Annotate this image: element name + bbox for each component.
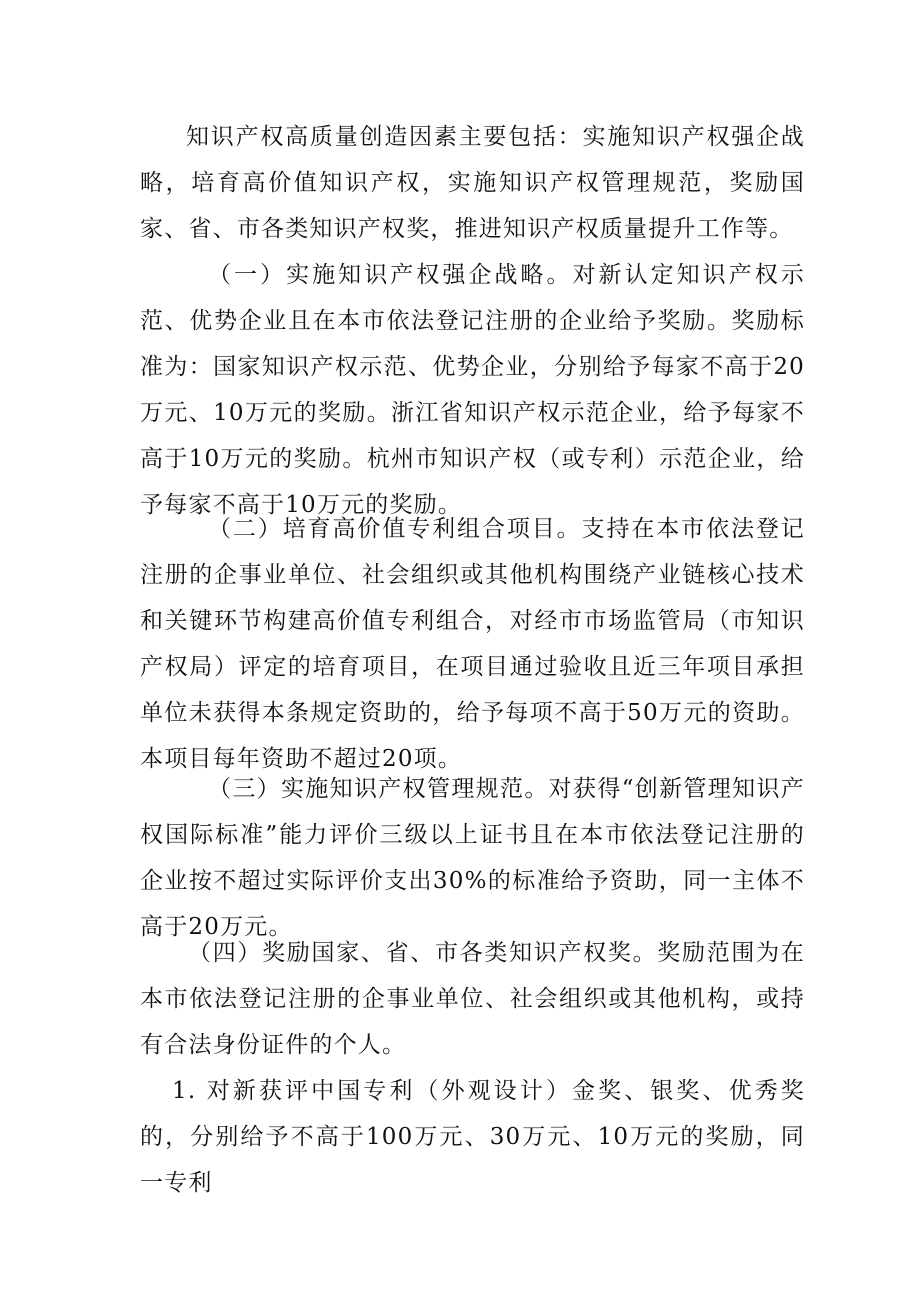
paragraph-section-two: （二）培育高价值专利组合项目。支持在本市依法登记注册的企事业单位、社会组织或其他机构围绕产业链核心技术和关键环节构建高价值专利组合，对经市市场监管局（市知识产权局）评定的培育项目，在项目通过验收且近三年项目承担单位未获得本条规定资助的，给予每项不高于50万元的资助。本项目每年资助不超过20项。	[140, 516, 805, 772]
paragraph-section-four: （四）奖励国家、省、市各类知识产权奖。奖励范围为在本市依法登记注册的企事业单位、社会组织或其他机构，或持有合法身份证件的个人。	[140, 940, 805, 1058]
paragraph-section-one: （一）实施知识产权强企战略。对新认定知识产权示范、优势企业且在本市依法登记注册的企业给予奖励。奖励标准为：国家知识产权示范、优势企业，分别给予每家不高于20万元、10万元的奖励。浙江省知识产权示范企业，给予每家不高于10万元的奖励。杭州市知识产权（或专利）示范企业，给予每家不高于10万元的奖励。	[140, 262, 805, 518]
paragraph-section-three: （三）实施知识产权管理规范。对获得“创新管理知识产权国际标准”能力评价三级以上证书且在本市依法登记注册的企业按不超过实际评价支出30%的标准给予资助，同一主体不高于20万元。	[140, 776, 805, 940]
paragraph-intro: 知识产权高质量创造因素主要包括：实施知识产权强企战略，培育高价值知识产权，实施知识产权管理规范，奖励国家、省、市各类知识产权奖，推进知识产权质量提升工作等。	[140, 124, 805, 242]
paragraph-item-one: 1. 对新获评中国专利（外观设计）金奖、银奖、优秀奖的，分别给予不高于100万元、30万元、10万元的奖励，同一专利	[140, 1078, 805, 1196]
